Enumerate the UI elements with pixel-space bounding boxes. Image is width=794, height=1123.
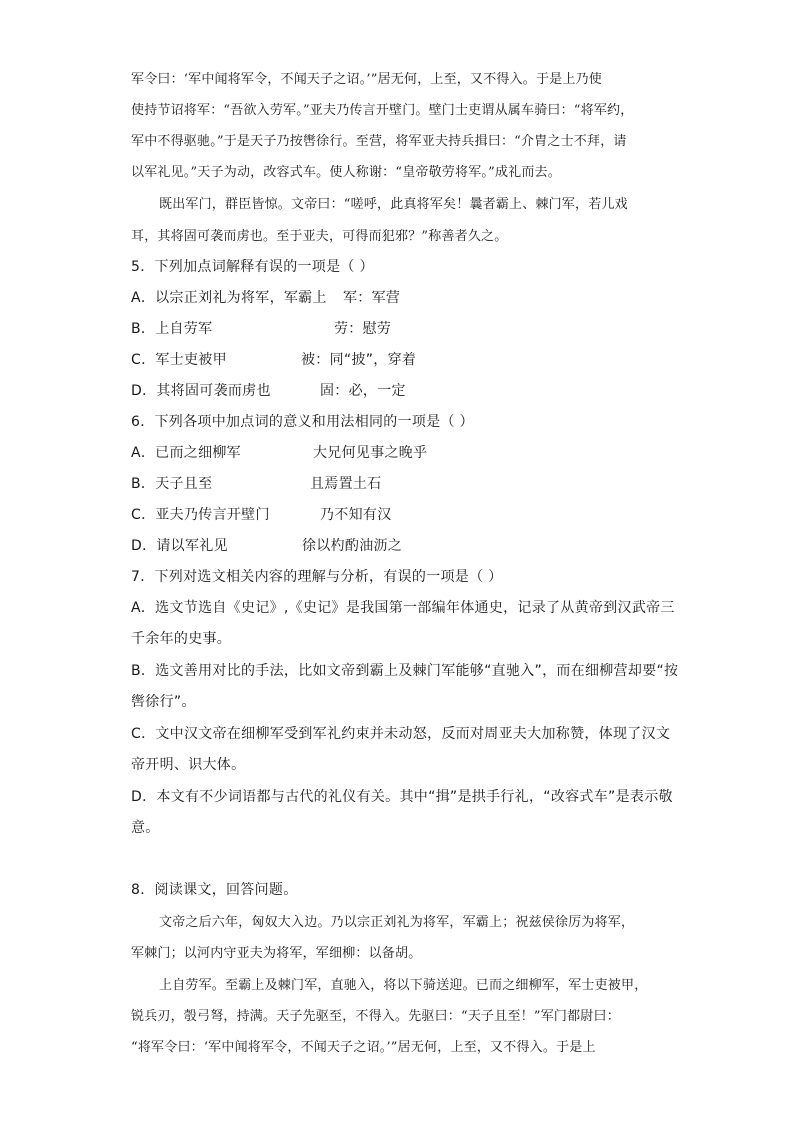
passage-line: 使持节诏将军：“吾欲入劳军。”亚夫乃传言开壁门。壁门士吏谓从属车骑曰：“将军约，	[131, 103, 634, 118]
passage-line: 上自劳军。至霸上及棘门军，直驰入，将以下骑送迎。已而之细柳军，军士吏被甲，	[159, 978, 648, 993]
passage-line: 以军礼见。”天子为动，改容式车。使人称谢：“皇帝敬劳将军。”成礼而去。	[131, 165, 561, 180]
q6-option-b	[131, 473, 671, 493]
q5-option-a	[131, 287, 671, 307]
option-text: C．军士吏被甲	[131, 352, 227, 368]
q7-option-d: D．本文有不少词语都与古代的礼仪有关。其中“揖”是拱手行礼，“改容式车”是表示敬	[131, 789, 673, 805]
q7-option-c: C．文中汉文帝在细柳军受到军礼约束并未动怒，反而对周亚夫大加称赞，体现了汉文	[131, 726, 671, 742]
option-text: A．以宗正刘礼为将军，军霸上	[131, 290, 327, 306]
q7-option-d-continued: 意。	[131, 820, 160, 836]
option-text: C．亚夫乃传言开壁门	[131, 507, 270, 523]
q6-option-c	[131, 504, 671, 524]
passage-line: 军棘门；以河内守亚夫为将军，军细柳：以备胡。	[131, 946, 422, 961]
question-8-stem: 8．阅读课文，回答问题。	[131, 882, 298, 898]
q5-option-c	[131, 349, 671, 369]
option-text: A．已而之细柳军	[131, 445, 241, 461]
passage-line: 耳，其将固可袭而虏也。至于亚夫，可得而犯邪？”称善者久之。	[131, 229, 508, 244]
passage-line: 既出军门，群臣皆惊。文帝曰：“嗟呼，此真将军矣！曩者霸上、棘门军，若儿戏	[159, 197, 628, 212]
q6-option-d	[131, 535, 671, 555]
q5-option-b	[131, 318, 671, 338]
q7-option-c-continued: 帝开明、识大体。	[131, 757, 246, 773]
option-text: B．上自劳军	[131, 321, 213, 337]
question-6-stem: 6．下列各项中加点词的意义和用法相同的一项是（ ）	[131, 414, 474, 430]
option-comparison: 乃不知有汉	[320, 507, 392, 523]
option-gloss: 固：必，一定	[320, 383, 406, 399]
option-text: D．其将固可袭而虏也	[131, 383, 271, 399]
q7-option-b: B．选文善用对比的手法，比如文帝到霸上及棘门军能够“直驰入”，而在细柳营却要“按	[131, 663, 679, 679]
question-5-stem: 5．下列加点词解释有误的一项是（ ）	[131, 259, 374, 275]
q5-option-d	[131, 380, 671, 400]
option-gloss: 军：军营	[343, 290, 401, 306]
option-comparison: 且焉置土石	[310, 476, 382, 492]
option-comparison: 大兄何见事之晚乎	[313, 445, 428, 461]
option-gloss: 劳：慰劳	[334, 321, 392, 337]
passage-line: 军令曰：‘军中闻将军令，不闻天子之诏。’”居无何，上至，又不得入。于是上乃使	[131, 72, 603, 87]
q7-option-a-continued: 千余年的史事。	[131, 631, 232, 647]
option-text: B．天子且至	[131, 476, 213, 492]
passage-line: 军中不得驱驰。”于是天子乃按辔徐行。至营，将军亚夫持兵揖曰：“介胄之士不拜，请	[131, 134, 627, 149]
q7-option-b-continued: 辔徐行”。	[131, 694, 196, 710]
question-7-stem: 7．下列对选文相关内容的理解与分析，有误的一项是（ ）	[131, 569, 503, 585]
passage-line: 文帝之后六年，匈奴大入边。乃以宗正刘礼为将军，军霸上；祝兹侯徐厉为将军，	[159, 915, 635, 930]
passage-line: “将军令曰：‘军中闻将军令，不闻天子之诏。’”居无何，上至，又不得入。于是上	[131, 1040, 596, 1055]
option-text: D．请以军礼见	[131, 538, 228, 554]
option-gloss: 被：同“披”，穿着	[301, 352, 417, 368]
option-comparison: 徐以杓酌油沥之	[302, 538, 403, 554]
q7-option-a: A．选文节选自《史记》,《史记》是我国第一部编年体通史，记录了从黄帝到汉武帝三	[131, 600, 675, 616]
passage-line: 锐兵刃，彀弓弩，持满。天子先驱至，不得入。先驱曰：“天子且至！”军门都尉曰：	[131, 1009, 620, 1024]
q6-option-a	[131, 442, 671, 462]
